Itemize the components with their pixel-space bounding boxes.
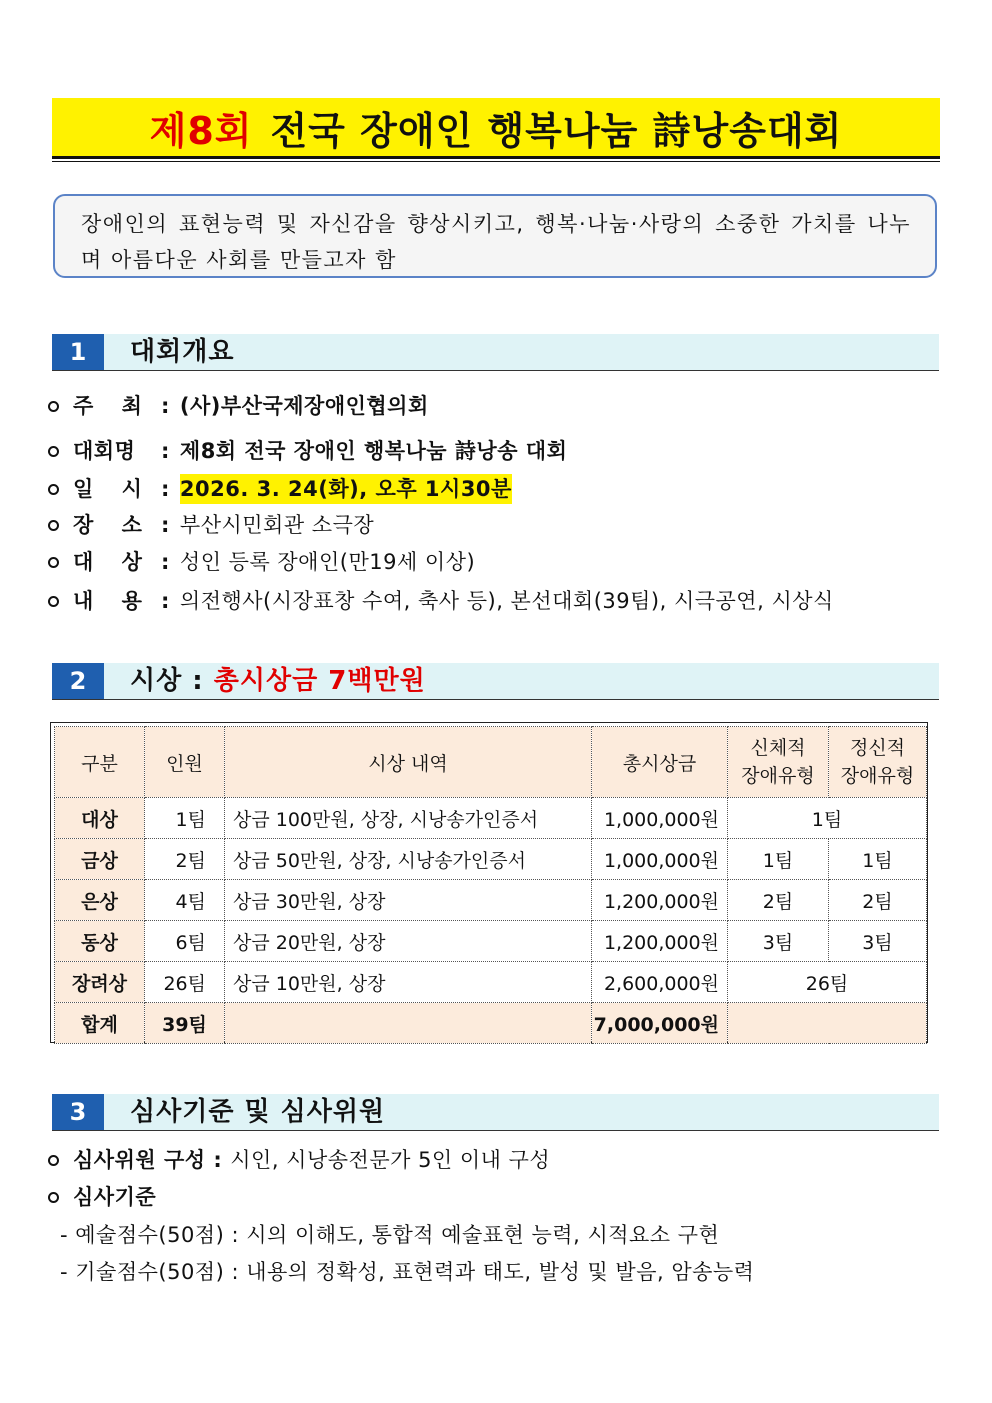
award-detail: 상금 100만원, 상장, 시낭송가인증서 (225, 798, 592, 839)
circle-bullet-icon (48, 484, 59, 495)
award-detail: 상금 50만원, 상장, 시낭송가인증서 (225, 839, 592, 880)
judging-panel (48, 1145, 550, 1175)
overview-content: 내 용 : 의전행사(시장표창 수여, 축사 등), 본선대회(39팀), 시극공연, 시상식 (48, 586, 834, 616)
column-header: 시상 내역 (225, 727, 592, 798)
column-header (728, 727, 829, 798)
sum-empty (225, 1003, 592, 1044)
sum-people: 39팀 (145, 1003, 225, 1044)
overview-label: 대회명 (73, 439, 136, 463)
section-title: 심사기준 및 심사위원 (130, 1097, 386, 1127)
title-text: 전국 장애인 행복나눔 詩낭송대회 (270, 108, 843, 153)
award-mental: 3팀 (829, 921, 927, 962)
section-number: 1 (52, 334, 104, 370)
award-detail: 상금 30만원, 상장 (225, 880, 592, 921)
criteria-item-art: - 예술점수(50점) : 시의 이해도, 통합적 예술표현 능력, 시적요소 구현 (60, 1223, 720, 1247)
award-physical: 2팀 (728, 880, 829, 921)
judging-panel-value: 시인, 시낭송전문가 5인 이내 구성 (230, 1148, 551, 1172)
award-total: 1,200,000원 (592, 921, 728, 962)
overview-value: 제8회 전국 장애인 행복나눔 詩낭송 대회 (179, 439, 568, 463)
circle-bullet-icon (48, 520, 59, 531)
sum-total: 7,000,000원 (592, 1003, 728, 1044)
title-edition: 제8회 (149, 108, 253, 153)
column-header-line: 장애유형 (741, 765, 815, 787)
circle-bullet-icon (48, 1192, 59, 1203)
award-people: 1팀 (145, 798, 225, 839)
circle-bullet-icon (48, 446, 59, 457)
overview-label: 대 상 (73, 550, 143, 574)
judging-criteria-label: 심사기준 (73, 1185, 157, 1209)
award-people: 2팀 (145, 839, 225, 880)
table-header-row (55, 727, 927, 798)
judging-criteria-heading (48, 1182, 156, 1212)
circle-bullet-icon (48, 557, 59, 568)
sum-empty (728, 1003, 927, 1044)
award-type-merged: 1팀 (728, 798, 927, 839)
section-header-overview (52, 334, 939, 371)
overview-value-highlight: 2026. 3. 24(화), 오후 1시30분 (180, 474, 512, 504)
award-detail: 상금 20만원, 상장 (225, 921, 592, 962)
title-underline-thin (52, 161, 940, 162)
table-row (55, 798, 927, 839)
table-row (55, 921, 927, 962)
overview-target: 대 상 : 성인 등록 장애인(만19세 이상) (48, 547, 475, 577)
overview-label: 주 최 (73, 394, 143, 418)
column-header: 총시상금 (592, 727, 728, 798)
section-title: 대회개요 (130, 337, 235, 367)
overview-datetime: 일 시 : 2026. 3. 24(화), 오후 1시30분 (48, 474, 512, 504)
criteria-item-tech: - 기술점수(50점) : 내용의 정확성, 표현력과 태도, 발성 및 발음, 암송능력 (60, 1260, 755, 1284)
table-row (55, 880, 927, 921)
award-category: 금상 (55, 839, 145, 880)
award-people: 6팀 (145, 921, 225, 962)
overview-label: 내 용 (73, 589, 143, 613)
section-number: 3 (52, 1094, 104, 1130)
award-category: 장려상 (55, 962, 145, 1003)
award-total: 1,000,000원 (592, 798, 728, 839)
section-title-text: 시상 : (130, 666, 204, 696)
award-people: 26팀 (145, 962, 225, 1003)
column-header-line: 신체적 (750, 737, 806, 759)
circle-bullet-icon (48, 401, 59, 412)
overview-label: 장 소 (73, 513, 143, 537)
award-total: 1,200,000원 (592, 880, 728, 921)
overview-value: 부산시민회관 소극장 (179, 513, 375, 537)
column-header-line: 장애유형 (840, 765, 915, 787)
purpose-box (53, 194, 937, 278)
award-category: 동상 (55, 921, 145, 962)
award-people: 4팀 (145, 880, 225, 921)
award-total: 1,000,000원 (592, 839, 728, 880)
column-header: 인원 (145, 727, 225, 798)
table-row (55, 962, 927, 1003)
column-header (829, 727, 927, 798)
award-mental: 1팀 (829, 839, 927, 880)
overview-value: 의전행사(시장표창 수여, 축사 등), 본선대회(39팀), 시극공연, 시상식 (179, 589, 834, 613)
circle-bullet-icon (48, 1155, 59, 1166)
table-sum-row (55, 1003, 927, 1044)
judging-panel-label: 심사위원 구성 : (73, 1148, 223, 1172)
overview-value: (사)부산국제장애인협의회 (179, 394, 429, 418)
award-category: 대상 (55, 798, 145, 839)
award-detail: 상금 10만원, 상장 (225, 962, 592, 1003)
section-number: 2 (52, 663, 104, 699)
overview-label: 일 시 (73, 477, 143, 501)
overview-value: 성인 등록 장애인(만19세 이상) (179, 550, 476, 574)
section-title (130, 663, 426, 699)
purpose-text: 장애인의 표현능력 및 자신감을 향상시키고, 행복·나눔·사랑의 소중한 가치를 나누며 아름다운 사회를 만들고자 함 (81, 212, 911, 272)
overview-host: 주 최 : (사)부산국제장애인협의회 (48, 391, 429, 421)
award-type-merged: 26팀 (728, 962, 927, 1003)
page-title (52, 98, 940, 156)
title-underline (52, 156, 940, 159)
section-header-judging (52, 1094, 939, 1131)
award-category: 은상 (55, 880, 145, 921)
circle-bullet-icon (48, 596, 59, 607)
award-total: 2,600,000원 (592, 962, 728, 1003)
award-physical: 3팀 (728, 921, 829, 962)
award-table (50, 722, 928, 1043)
section-title-prize: 총시상금 7백만원 (213, 666, 426, 696)
overview-venue: 장 소 : 부산시민회관 소극장 (48, 510, 374, 540)
overview-event-name: 대회명 : 제8회 전국 장애인 행복나눔 詩낭송 대회 (48, 436, 567, 466)
award-mental: 2팀 (829, 880, 927, 921)
column-header: 구분 (55, 727, 145, 798)
table-row (55, 839, 927, 880)
award-physical: 1팀 (728, 839, 829, 880)
section-header-awards (52, 663, 939, 700)
column-header-line: 정신적 (849, 737, 906, 759)
sum-label: 합계 (55, 1003, 145, 1044)
